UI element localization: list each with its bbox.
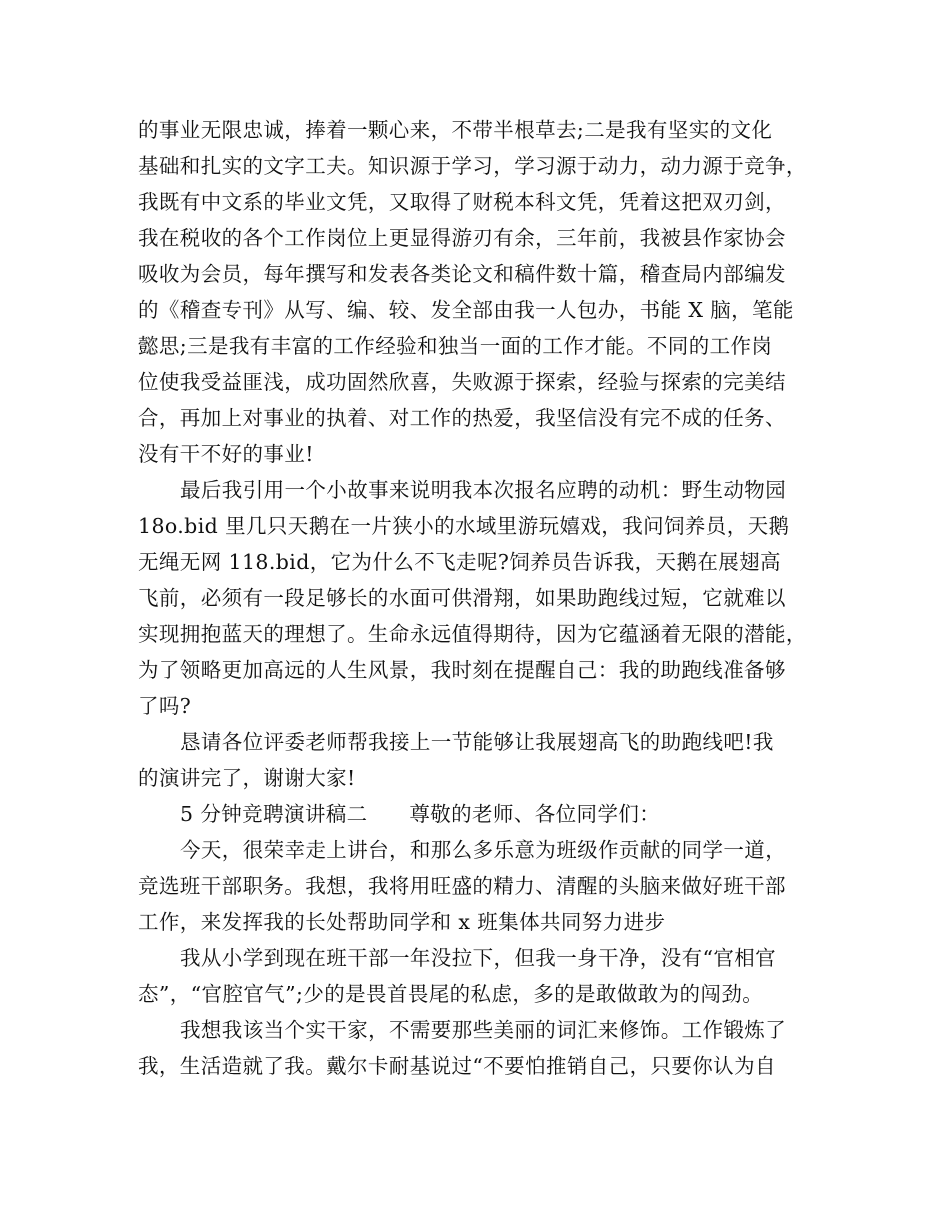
text-line: 懿思;三是我有丰富的工作经验和独当一面的工作才能。不同的工作岗 bbox=[138, 334, 773, 358]
paragraph-start-line: 我想我该当个实干家，不需要那些美丽的词汇来修饰。工作锻炼了 bbox=[180, 1018, 787, 1042]
paragraph-start-line: 恳请各位评委老师帮我接上一节能够让我展翅高飞的助跑线吧!我 bbox=[180, 730, 774, 754]
text-line: 实现拥抱蓝天的理想了。生命永远值得期待，因为它蕴涵着无限的潜能， bbox=[138, 622, 807, 646]
text-line: 吸收为会员，每年撰写和发表各类论文和稿件数十篇，稽查局内部编发 bbox=[138, 262, 786, 286]
text-line: 工作，来发挥我的长处帮助同学和 x 班集体共同努力进步 bbox=[138, 910, 666, 934]
text-line: 我，生活造就了我。戴尔卡耐基说过“不要怕推销自己，只要你认为自 bbox=[138, 1054, 776, 1078]
text-line: 18o.bid 里几只天鹅在一片狭小的水域里游玩嬉戏，我问饲养员，天鹅 bbox=[138, 514, 790, 538]
text-line: 合，再加上对事业的执着、对工作的热爱，我坚信没有完不成的任务、 bbox=[138, 406, 786, 430]
text-line: 了吗? bbox=[138, 694, 192, 718]
text-line: 我在税收的各个工作岗位上更显得游刃有余，三年前，我被县作家协会 bbox=[138, 226, 786, 250]
text-line: 的演讲完了，谢谢大家! bbox=[138, 766, 356, 790]
text-line: 态”，“官腔官气”;少的是畏首畏尾的私虑，多的是敢做敢为的闯劲。 bbox=[138, 982, 764, 1006]
text-line: 为了领略更加高远的人生风景，我时刻在提醒自己：我的助跑线准备够 bbox=[138, 658, 786, 682]
text-line: 没有干不好的事业! bbox=[138, 442, 314, 466]
paragraph-start-line: 我从小学到现在班干部一年没拉下，但我一身干净，没有“官相官 bbox=[180, 946, 777, 970]
text-line: 我既有中文系的毕业文凭，又取得了财税本科文凭，凭着这把双刃剑， bbox=[138, 190, 786, 214]
section-heading-line: 5 分钟竞聘演讲稿二 尊敬的老师、各位同学们： bbox=[180, 802, 661, 826]
text-line: 竞选班干部职务。我想，我将用旺盛的精力、清醒的头脑来做好班干部 bbox=[138, 874, 786, 898]
text-line: 的《稽查专刊》从写、编、较、发全部由我一人包办，书能 X 脑，笔能 bbox=[138, 298, 794, 322]
text-line: 位使我受益匪浅，成功固然欣喜，失败源于探索，经验与探索的完美结 bbox=[138, 370, 786, 394]
text-line: 飞前，必须有一段足够长的水面可供滑翔，如果助跑线过短，它就难以 bbox=[138, 586, 786, 610]
text-line: 的事业无限忠诚，捧着一颗心来，不带半根草去;二是我有坚实的文化 bbox=[138, 118, 773, 142]
text-line: 无绳无网 118.bid，它为什么不飞走呢?饲养员告诉我，天鹅在展翅高 bbox=[138, 550, 781, 574]
paragraph-start-line: 最后我引用一个小故事来说明我本次报名应聘的动机：野生动物园 bbox=[180, 478, 787, 502]
text-line: 基础和扎实的文字工夫。知识源于学习，学习源于动力，动力源于竞争， bbox=[138, 154, 807, 178]
paragraph-start-line: 今天，很荣幸走上讲台，和那么多乐意为班级作贡献的同学一道， bbox=[180, 838, 787, 862]
